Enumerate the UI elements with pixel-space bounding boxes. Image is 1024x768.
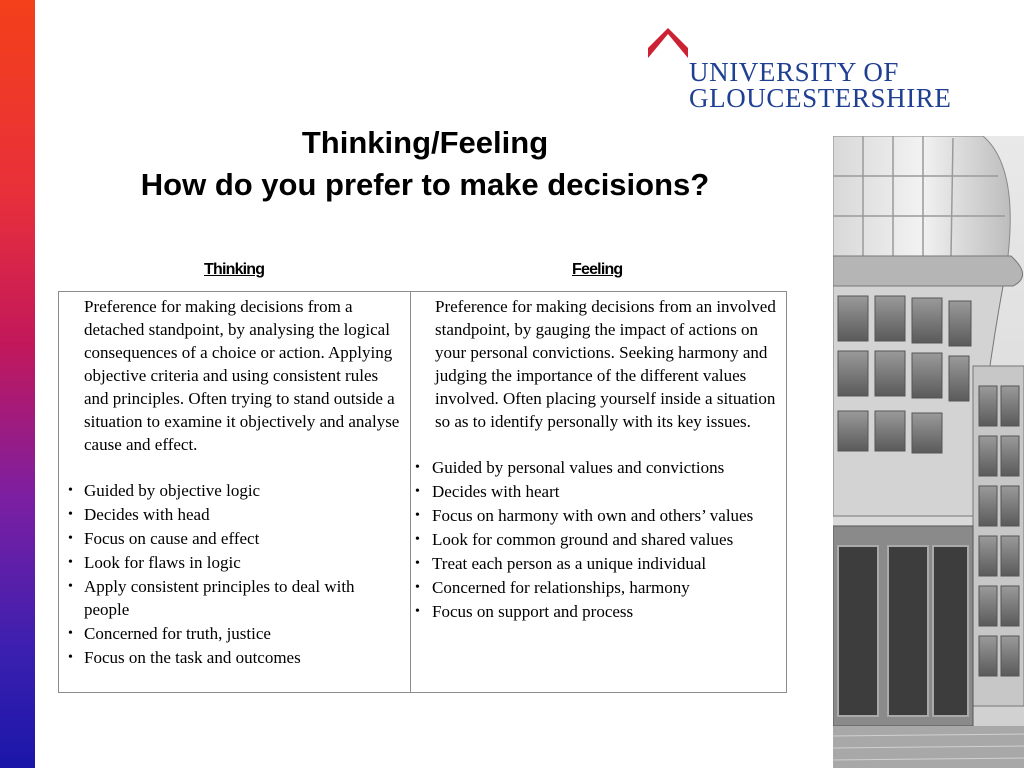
title-line-1: Thinking/Feeling: [301, 125, 549, 160]
bullet-text: Focus on harmony with own and others’ values: [432, 506, 754, 525]
bullet-text: Decides with heart: [432, 482, 560, 501]
list-item: [415, 576, 780, 599]
bullet-text: Concerned for truth, justice: [84, 624, 271, 643]
bullet-text: Concerned for relationships, harmony: [432, 578, 690, 597]
bullet-icon: •: [415, 556, 420, 571]
bullet-text: Look for flaws in logic: [84, 553, 241, 572]
bullet-icon: •: [415, 532, 420, 547]
side-gradient-bar: [0, 0, 35, 768]
table-divider: [410, 292, 411, 692]
feeling-heading: Feeling: [572, 261, 623, 278]
bullet-text: Focus on the task and outcomes: [84, 648, 301, 667]
feeling-description: Preference for making decisions from an involved standpoint, by gauging the impact of actions on your personal convictions. Seeking harmony and judging the importance of the different values involved. Often placing yourself inside a situation so as to identify personally with its key issues.: [435, 297, 776, 431]
bullet-text: Treat each person as a unique individual: [432, 554, 707, 573]
bullet-text: Apply consistent principles to deal with people: [84, 577, 355, 619]
logo-chevron-icon: [646, 28, 690, 60]
thinking-cell: [68, 295, 402, 670]
thinking-heading: Thinking: [204, 261, 265, 278]
logo-text-line2: GLOUCESTERSHIRE: [689, 83, 952, 113]
thinking-bullet-list: [68, 479, 402, 669]
bullet-icon: •: [68, 507, 73, 522]
bullet-text: Focus on support and process: [432, 602, 634, 621]
bullet-icon: •: [415, 580, 420, 595]
comparison-table: [58, 291, 787, 693]
bullet-text: Guided by personal values and convictions: [432, 458, 725, 477]
list-item: [68, 551, 402, 574]
list-item: [68, 622, 402, 645]
university-logo: [646, 28, 991, 112]
list-item: [415, 480, 780, 503]
list-item: [68, 527, 402, 550]
building-photo: [833, 136, 1024, 768]
bullet-text: Focus on cause and effect: [84, 529, 260, 548]
bullet-icon: •: [68, 555, 73, 570]
bullet-text: Decides with head: [84, 505, 210, 524]
list-item: [415, 600, 780, 623]
bullet-text: Look for common ground and shared values: [432, 530, 734, 549]
bullet-icon: •: [68, 626, 73, 641]
bullet-icon: •: [415, 460, 420, 475]
thinking-description: Preference for making decisions from a detached standpoint, by analysing the logical consequences of a choice or action. Applying objective criteria and using consistent rules and principles. Often trying to stand outside a situation to examine it objectively and analyse cause and effect.: [84, 297, 400, 454]
bullet-icon: •: [68, 483, 73, 498]
bullet-icon: •: [68, 579, 73, 594]
bullet-icon: •: [415, 508, 420, 523]
list-item: [415, 528, 780, 551]
feeling-bullet-list: [415, 456, 780, 623]
feeling-cell: [415, 295, 780, 624]
bullet-icon: •: [68, 531, 73, 546]
bullet-icon: •: [415, 484, 420, 499]
bullet-text: Guided by objective logic: [84, 481, 261, 500]
list-item: [68, 646, 402, 669]
list-item: [68, 479, 402, 502]
title-line-2: How do you prefer to make decisions?: [140, 167, 710, 202]
bullet-icon: •: [415, 604, 420, 619]
logo-text-line1: UNIVERSITY OF: [689, 57, 900, 87]
slide-title: [60, 122, 790, 206]
list-item: [415, 552, 780, 575]
list-item: [415, 504, 780, 527]
bullet-icon: •: [68, 650, 73, 665]
list-item: [415, 456, 780, 479]
list-item: [68, 503, 402, 526]
list-item: [68, 575, 402, 621]
